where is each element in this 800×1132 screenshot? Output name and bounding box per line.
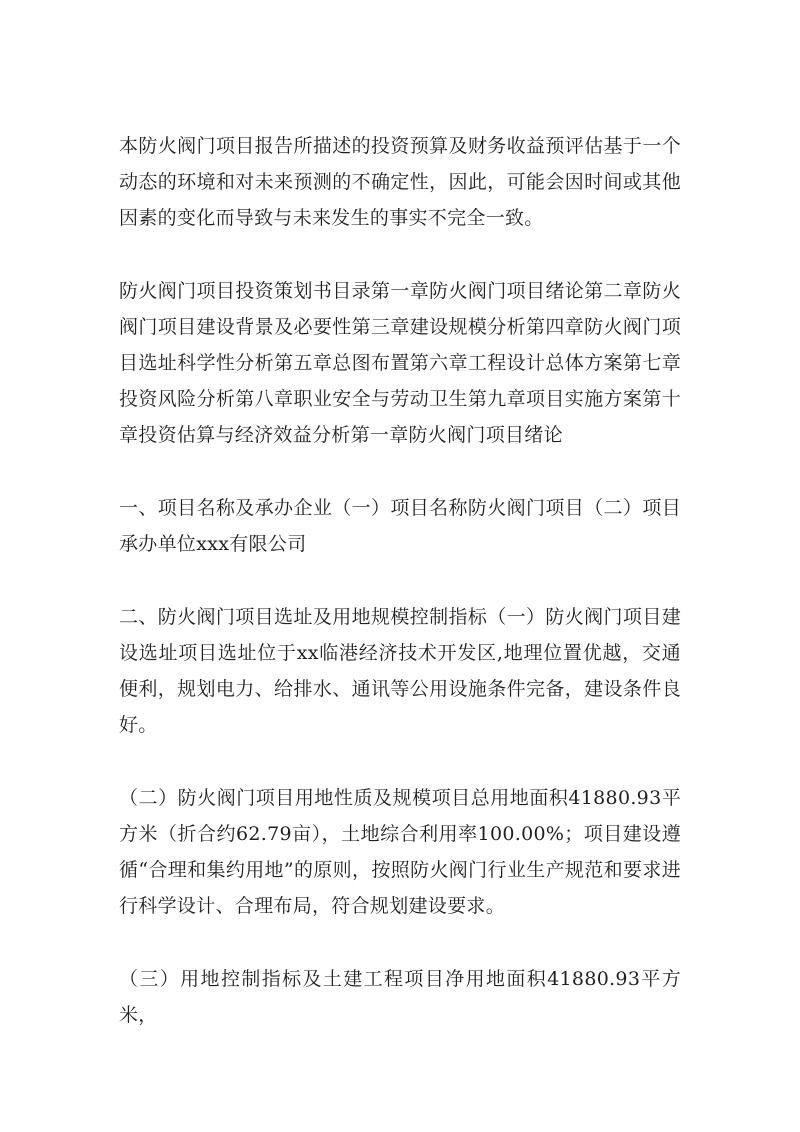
paragraph-land-use-scale: （二）防火阀门项目用地性质及规模项目总用地面积41880.93平方米（折合约62.79亩），土地综合利用率100.00%；项目建设遵循“合理和集约用地”的原则，按照防火阀门行业生产规范和要求进行科学设计、合理布局，符合规划建设要求。: [119, 787, 681, 917]
paragraph-project-name: 一、项目名称及承办企业（一）项目名称防火阀门项目（二）项目承办单位xxx有限公司: [119, 497, 681, 555]
paragraph-table-of-contents: 防火阀门项目投资策划书目录第一章防火阀门项目绪论第二章防火阀门项目建设背景及必要性第三章建设规模分析第四章防火阀门项目选址科学性分析第五章总图布置第六章工程设计总体方案第七章投资风险分析第八章职业安全与劳动卫生第九章项目实施方案第十章投资估算与经济效益分析第一章防火阀门项目绪论: [119, 280, 681, 446]
paragraph-intro-disclaimer: 本防火阀门项目报告所描述的投资预算及财务收益预评估基于一个动态的环境和对未来预测的不确定性，因此，可能会因时间或其他因素的变化而导致与未来发生的事实不完全一致。: [119, 135, 681, 229]
paragraph-site-selection: 二、防火阀门项目选址及用地规模控制指标（一）防火阀门项目建设选址项目选址位于xx临港经济技术开发区,地理位置优越，交通便利，规划电力、给排水、通讯等公用设施条件完备，建设条件良好。: [119, 606, 681, 736]
page-content: [119, 128, 681, 1033]
paragraph-land-control-indicators: （三）用地控制指标及土建工程项目净用地面积41880.93平方米，: [119, 968, 681, 1026]
